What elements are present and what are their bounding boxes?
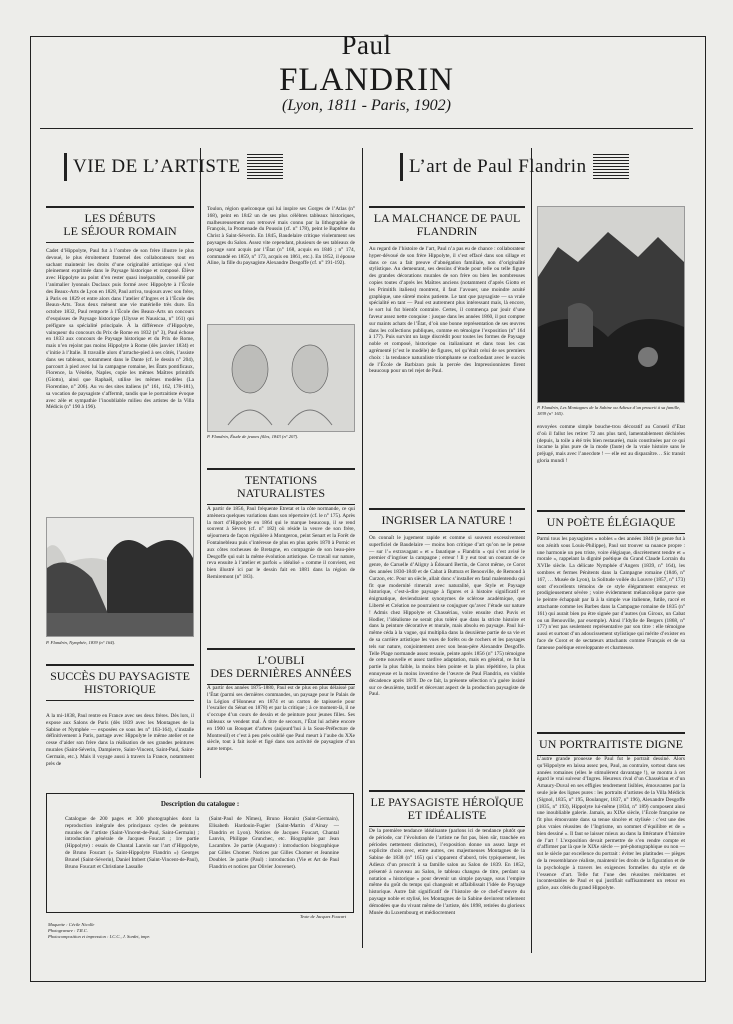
banner-stripes	[247, 154, 283, 180]
section-title: TENTATIONS NATURALISTES	[236, 473, 325, 500]
section-title: LA MALCHANCE DE PAUL FLANDRIN	[373, 211, 521, 238]
succes-text: À la mi-1838, Paul rentre en France avec ses deux frères. Dès lors, il expose aux Salons de Paris (dès 1839 avec les Montagnes de la Sabine et Nymphée — exposées ce sous les n° 163-164), s’installe définitivement à Paris, partage avec Hippolyte le même atelier et ne cesse d’aider son frère dans la réalisation de ses grandes peintures murales (Saint-Séverin, Dampierre, Saint-Vincent, Saint-Paul, Saint-Germain, etc.). Mais il voyage aussi à travers la France, notamment près de	[46, 713, 194, 767]
poete-text: Parmi tous les paysagistes « nobles » des années 1840 (le genre fut à son zénith sous Louis-Philippe), Paul sut trouver sa nuance propre : une harmonie un peu triste, voire élégiaque, discrètement tendre et « morale », rappelant la dignité poétique du Grand Claude Lorrain du XVIIe siècle. La délicate Nymphée d’Angers (1839, n° 164), les sombres et fermes Pénitents dans la Campagne romaine (1846, n° 167, … Musée de Lyon), la Solitude voilée du Louvre (1857, n° 173) sont d’excellents témoins de ce style élégamment ennuyeux et prodigieusement sévère ; voire évidemment mélancolique parce que le peintre échappait par là à la simple vue italienne, futile, raccé et attachante comme les Barbes dans la Campagne romaine de 1835 (n° 161) qui aurait bien pu être signée par d’autres (un Giroux, un Cabat ou un Benouville, par exemple). Ainsi l’Idylle de Bergers (1868, n° 177) n’est pas seulement représentative par son titre : elle témoigne aussi et surtout d’un adoucissement stylistique qui mérite d’exister en face de Corot et de sectateurs attachants comme Français et de sa fameuse poétique enveloppante et charmeuse.	[537, 536, 685, 651]
section-heroique	[369, 790, 525, 827]
header-dates: (Lyon, 1811 - Paris, 1902)	[282, 97, 451, 114]
section-portraitiste	[537, 732, 685, 756]
left-banner-text: VIE DE L’ARTISTE	[73, 156, 241, 177]
header-rule	[40, 128, 693, 129]
oubli-text: À partir des années 1875-1880, Paul est de plus en plus délaissé par l’État (parmi ses dernières commandes, un paysage pour le Palais de la Légion d’Honneur en 1874 et un carton de tapisserie pour l’escalier du Sénat en 1878) et par la critique ; à ce moment-là, il ne s’occupe d’un cours de dessin et de peinture pour jeunes filles. Ses tableaux se vendent mal. À titre de secours, l’État lui achète encore en 1900 un Bouquet d’arbres (aujourd’hui à la Sous-Préfecture de Montreuil) et c’est à peu près oublié que Paul meurt à l’aube du XXe siècle, tout à fait isolé et figé dans son activité de paysagiste d’un autre temps.	[207, 685, 355, 753]
caption-montagnes: P. Flandrin, Les Montagnes de la Sabine ou Adieux d’un proscrit à sa famille, 1839 (n° 165).	[537, 405, 681, 416]
column-divider-1	[200, 148, 201, 778]
footer-line-3: Photocomposition et impression : I.C.C., J. Sordet, impr.	[48, 934, 150, 939]
section-succes	[46, 664, 194, 701]
section-title: UN PORTRAITISTE DIGNE	[539, 737, 683, 751]
ingriser-text: On connaît le jugement rapide et comme si souvent excessivement superficiel de Baudelaire — moins bon critique d’art qu’on ne le pense — sur l’« extravagant » et « fanatique » Flandrin « qui s’est avisé le premier d’ingriser la campagne ; erreur ! Il y eut tout un courant de ce genre, de Caruelle d’Aligny à Édouard Bertin, de Corot même, ce Corot des années 1830-1840 et de Cabat à Buttura et Benouville, de Remond à Curzon, etc. Pour un siècle, allait donc s’installer en fatal malentendu qui fit que modernité rimerait avec naturalité, que Style et Paysage historique, c’est-à-dire paysage à figures et à histoire significatif et énigmatique, deviendraient synonymes de sclérose académique, que Liberté et Création ne pourraient se conjuguer qu’avec l’étude sur nature ! Admis chez Hippolyte et Chassériau, voire ensuite chez Puvis et Hodler, l’idéalisme ne serait plus toléré que dans la stricte histoire et dans la peinture décorative et murale, mais absolu en paysage. Paul lui-même céda à la vague, qui multiplia dans la deuxième partie de sa vie et de sa carrière artistique les vues de forêts ou de rochers et les paysages tels sur nature, conjointement avec son beau-père Alexandre Desgoffe. Telle Plage normande assez ressuie, peinte après 1856 (n° 175) témoigne de cette nouvelle et assez tardive adaptation, mais en général, ce fut la partie la plus faible, la moins bien pointe et la plus répétitive, la plus ennuyeuse et la moins inventive de l’œuvre de Paul Flandrin, en visible décadence après 1870. De ce fait, la présente sélection n’a guère insisté sur ce deuxième, tardif et décevant aspect de la production paysagiste de Paul.	[369, 535, 525, 698]
section-title: L’OUBLI DES DERNIÈRES ANNÉES	[210, 653, 352, 680]
section-tentations	[207, 468, 355, 505]
section-ingriser	[369, 508, 525, 532]
section-title: SUCCÈS DU PAYSAGISTE HISTORIQUE	[50, 669, 190, 696]
footer-line-2: Photogravure : T.R.C.	[48, 928, 88, 933]
section-title: LE PAYSAGISTE HÉROÏQUE ET IDÉALISTE	[370, 795, 524, 822]
section-title: LES DÉBUTS LE SÉJOUR ROMAIN	[63, 211, 177, 238]
image-nymphee	[46, 517, 194, 637]
text-credit: Texte de Jacques Foucart	[300, 914, 346, 919]
catalogue-title: Description du catalogue :	[160, 800, 240, 808]
header-first-name: Paul	[341, 30, 392, 60]
catalogue-box	[46, 793, 354, 913]
catalogue-left-text: Catalogue de 200 pages et 300 photographies dont la reproduction intégrale des principaux cycles de peintures murales de l’artiste (Saint-Vincent-de-Paul, Saint-Germain) ; introduction générale de Jacques Foucart ; 1re partie (Hippolyte) : essais de Chantal Lanvin sur l’art d’Hippolyte, de Bruno Foucart (« Saint-Hippolyte Flandrin ») Georges Brunel (Saint-Séverin), Daniel Imbert (Saint-Vincent-de-Paul), Bruno Foucart et Christiane Lassalle	[65, 816, 199, 870]
caption-portraits: P. Flandrin, Étude de jeunes filles, 1843 (n° 207).	[207, 434, 299, 439]
portraitiste-text: L’autre grande prouesse de Paul fut le portrait dessiné. Alors qu’Hippolyte en laissa assez peu, Paul, au contraire, sortout dans ses années romaines (elles le stimulèrent davantage !), se montra à cet égard le vrai suiveur d’Ingres. Heureux rival d’un Chassériau et d’un Amaury-Duval en ses effigies tendrement lisibles, émouvantes par la seule joie des lignes pures : les portraits d’artistes de la Villa Médicis (Signol, 1835, n° 195, Boulanger, 1837, n° 196), Alexandre Desgoffe (1835, n° 193), Hippolyte lui-même (1834, n° 189) composent ainsi une inoubliable galerie. Jamais, au XIXe siècle, l’École française ne fit plus émouvante dans sa tenue sincère et stylisée : c’est une des plus vraies réussites de l’Ingrisme, un sommet d’équilibre et de « bien dessiné ». Il faut se laisser mieux au dans la littérature d’histoire de l’art ! L’exposition devait permettre de s’en rendre compte et d’affirmer par là que le XIXe siècle — pré-photographique ou non — sut le siècle par excellence du portrait : éviter les platitudes — pièges de la ressemblance réaliste, maintenir les droits de la figuration et de la psychologie à travers les exigences formelles du style et de l’essence d’art. Telle fut l’une des réussites méritantes et incontestables de Paul et qui justifiait suffisamment un retour en grâce, aux côtés du grand Hippolyte.	[537, 756, 685, 892]
column-divider-2	[362, 148, 363, 948]
section-debuts	[46, 206, 194, 243]
col4-top-text: envoyées comme simple bouche-trou décoratif au Conseil d’État d’où il fallut les retirer 72 ans plus tard, lamentablement déchirées (depuis, la toile a été très bien restaurée), mais constituées par ce qui incarne la plus pure de la mode (faute) de la vraie histoire sans le préjugé, mais avec l’anecdote ! — elle est au disparaître… Sic transit gloria mundi !	[537, 424, 685, 464]
section-title: UN POÈTE ÉLÉGIAQUE	[546, 515, 676, 529]
right-banner	[400, 152, 629, 182]
section-oubli	[207, 648, 355, 685]
left-banner	[64, 152, 283, 182]
section-malchance	[369, 206, 525, 243]
section-title: INGRISER LA NATURE !	[381, 513, 513, 527]
footer-line-1: Maquette : Cécile Nicolle	[48, 922, 95, 927]
banner-stripes	[593, 154, 629, 180]
tentations-text: À partir de 1856, Paul fréquente Étretat et la côte normande, ce qui amènera quelques variations dans son répertoire (cf. le n° 175). Après la mort d’Hippolyte en 1864 qui le marque beaucoup, il se rend souvent à Sèvres (cf. n° 182) où réside la veuve de son frère, séjournera de façon régulière à Montgeron, peint Senart et la Forêt de Fontainebleau puis s’intéresse de plus en plus après 1870 à Pornic et aux côtes rocheuses de Bretagne, en compagnie de son beau-père Desgoffe qui suit la même évolution artistique. Ce travail sur nature, reva ensuite à l’atelier et parfois « idéalisé » comme il convient, est bien illustré ici par le dessin fait en 1881 dans la région de Remiremont (n° 183).	[207, 506, 355, 580]
malchance-text: Au regard de l’histoire de l’art, Paul n’a pas eu de chance : collaborateur hyper-dévoué de son frère Hippolyte, il s’est effacé dans son sillage et dans ce cas a fait preuve d’abnégation familiale, non d’originalité stylistique. Au demeurant, ses dessins d’étude pour telle ou telle figure des grandes décorations murales de son frère ou bien les nombreuses copies toutes d’après les Maîtres anciens (notamment d’après Giotto et les Primitifs italiens) montrent, il faut l’avouer, une moindre acuité graphique, une sûreté moins patiente. Le tant que paysagiste — sa vraie spécialité en tant — Paul est autrement plus intéressant mais, là encore, le sort lui fut bientôt contraire. Certes, il commença par jouir d’une faveur assez nette conquise : jusque dans les années 1860, il put compter sur maints achats de l’État, d’où une bonne représentation de ses œuvres dans les collections publiques, comme en témoigne l’exposition (n° 164 à 177). Puis survint un large discrédit pour toutes les formes de Paysage noble et composé, historique ou italianisant et dans tous les cas agrémenté (c’est le modèle) de figures, tel qu’était celui de ses premiers choix : la tendance naturaliste triomphante se confondant avec le succès de l’École de Barbizon puis la percée des Impressionnistes firent beaucoup pour un tel rejet de Paul.	[369, 246, 525, 375]
header-last-name: FLANDRIN	[279, 62, 454, 98]
caption-nymphee: P. Flandrin, Nymphée, 1839 (n° 164).	[46, 640, 116, 645]
right-banner-text: L’art de Paul Flandrin	[409, 156, 587, 177]
column-divider-3	[531, 148, 532, 953]
col2-top-text: Toulon, région quelconque qui lui inspire ses Gorges de l’Atlas (n° 168), peint en 1842 un de ses plus célèbres tableaux historiques, malheureusement non retrouvé mais connu par la lithographie de François, la Promenade du Poussin (cf. n° 178), peint le Baptême du Christ à Saint-Séverin. En 1845, Baudelaire critique violemment ses paysages du Salon. Assez vite cependant, plusieurs de ses tableaux de paysage sont acquis par l’État (n° 168, acquis en 1846 ; n° 174, commandé en 1859, n° 173, acquis en 1861, etc.). En 1852, il épouse Aline, la fille du paysagiste Alexandre Desgoffe (cf. n° 191-192).	[207, 206, 355, 267]
image-portraits	[207, 324, 355, 432]
section-poete	[537, 510, 685, 534]
catalogue-right-text: (Saint-Paul de Nîmes), Bruno Horaist (Saint-Germain), Elisabeth Hardouin-Fugier (Saint-Martin d’Ainay — Flandrin et Lyon). Notices de Jacques Foucart, Chantal Lanvin, Philippe Grunchec, etc. Biographie par Jean Lacambre. 2e partie (Auguste) : introduction biographique par Gilles Chomer. Notices par Gilles Chomer et Jeannine Doublet. 3e partie (Paul) : introduction (Vie et Art de Paul Flandrin et notices par Olivier Jouvenet).	[209, 816, 339, 870]
image-montagnes	[537, 206, 685, 403]
debuts-text: Cadet d’Hippolyte, Paul fut à l’ombre de son frère illustre le plus devoué, le plus étroitement fraternel des collaborateurs tout en sachant maintenir les droits d’une originalité artistique qui s’est pleinement exprimée dans le Paysage historique et composé. Élève avec Hippolyte au point d’en rester quasi inséparable, conseillé par l’animalier lyonnais Duclaux puis formé avec Hippolyte à l’École des Beaux-Arts de Lyon en 1828, Paul arriva, toujours avec son frère, à Paris en 1829 et entre alors dans l’atelier d’Ingres et à l’École des Beaux-Arts. Tous deux mènent une vie matérielle très dure. En octobre 1832, Paul remporte à l’École des Beaux-Arts un concours d’esquisses de Paysage historique (Ulysse et Nausicaa, n° 161) qui préfigure sa spécialité principale. À la différence d’Hippolyte, vainqueur du concours du Prix de Rome en 1832 (n° 3), Paul échoue en 1833 aux concours de Paysage historique et du Prix de Rome, mais n’en rejoint pas moins Hippolyte à Rome (dès janvier 1834) et s’initie à l’Italie. Il travaille alors d’arrache-pied à ses côtés, l’assiste dans ses tableaux, notamment dans le Dante (cf. le dessin n° 204), parcourt à pied avec lui la campagne romaine, les États pontificaux, Florence, la Vénétie, Naples, copie les mêmes Maîtres primitifs (Giotto), ainsi que Raphaël, utilise les mêmes modèles (La Fiorentine, n° 206). Au vu des sites italiens (n° 161, 162, 178-181), sa vocation de paysagiste s’affermit, tandis que le portraitiste évoque avec zèle et sympathie l’inoubliable milieu des artistes de la Villa Médicis (n° 190 à 196).	[46, 248, 194, 411]
heroique-text: De la première tendance idéalisante (parlons ici de tendance plutôt que de période, car l’évolution de l’artiste ne fut pas, bien sûr, tranchée en périodes nettement distinctes), l’exposition donne un assez large et explicite choix avec, entre autres, ces majestueuses Montagnes de la Sabine de 1838 (n° 165) qui s’apparent d’abord, très typiquement, les Adieux d’un proscrit à sa famille salon au Salon de 1839. En 1852, présenté à nouveau au Salon, le tableau changea de titre, perdant sa notation « historique » pour devenir un simple paysage, sous l’empire même du goût du temps qui changeait et affaiblissait l’idée de Paysage historique. Autre fait significatif de l’histoire de ce chef-d’œuvre du paysage noble et stylisé, les Montagnes de la Sabine devinrent tellement démodées que du vivant même de l’artiste, dès 1898, retirées du glorieux Musée du Luxembourg et médiocrement	[369, 828, 525, 916]
